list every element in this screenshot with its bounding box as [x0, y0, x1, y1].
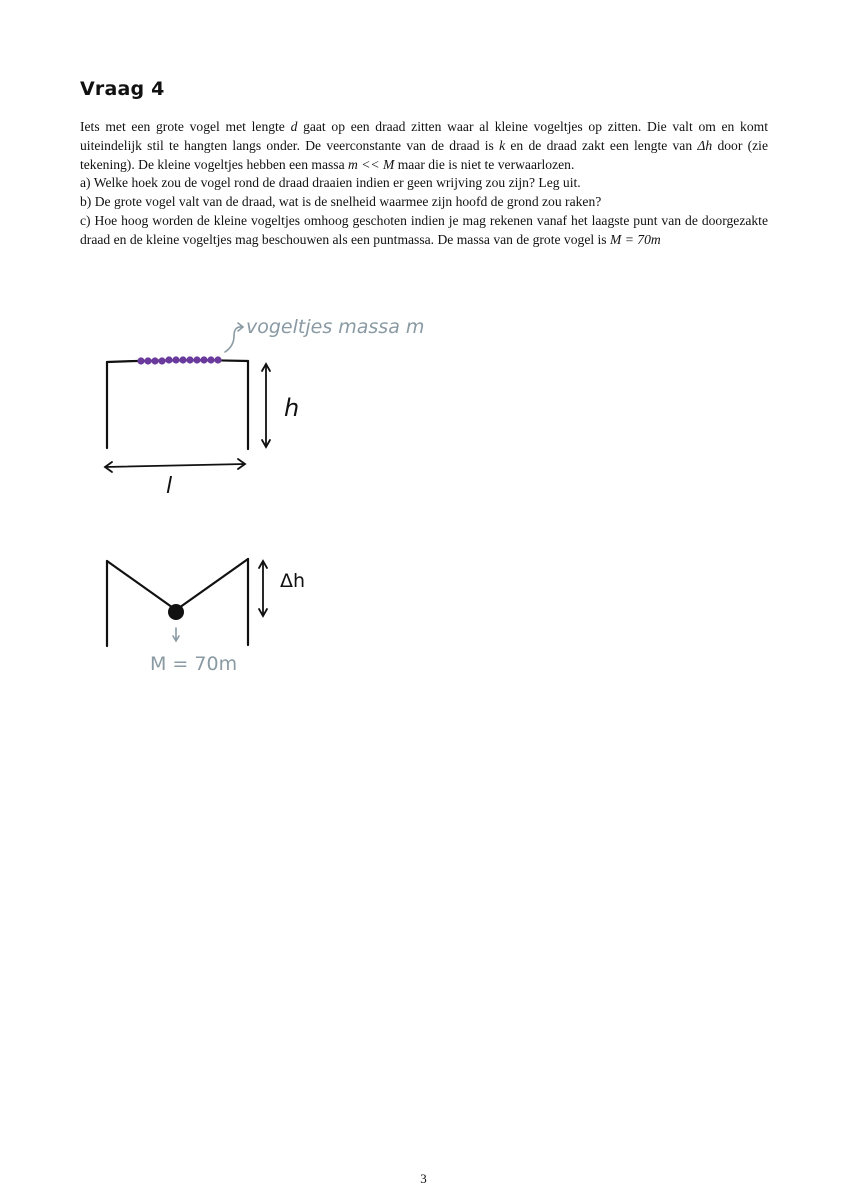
- var-delta-h: Δh: [697, 137, 713, 153]
- birds-annotation: vogeltjes massa m: [246, 316, 425, 338]
- intro-text-2: gaat op een draad zitten waar al kleine vogeltjes op zitten. Die valt om en komt uiteindelijk stil te hangten langs onder. De veerconstante van de draad is: [80, 119, 768, 153]
- sag-arrow-icon: [259, 561, 267, 616]
- var-mass-relation: m << M: [348, 156, 395, 172]
- var-d: d: [290, 119, 298, 134]
- wire-diagram-top: [107, 360, 248, 449]
- length-arrow-icon: [105, 459, 245, 472]
- intro-text-1: Iets met een grote vogel met lengte: [80, 119, 291, 134]
- intro-text-5: maar die is niet te verwaarlozen.: [394, 156, 575, 172]
- annotation-arrow-icon: [225, 323, 243, 352]
- question-a: a) Welke hoek zou de vogel rond de draad draaien indien er geen wrijving zou zijn? Leg uit.: [80, 175, 581, 191]
- mass-label: M = 70m: [150, 653, 238, 675]
- small-birds: [138, 357, 220, 363]
- sagged-wire: [107, 559, 248, 610]
- var-k: k: [499, 137, 506, 153]
- height-label: h: [284, 394, 300, 422]
- intro-text-4: door (zie tekening). De kleine vogeltjes hebben een massa: [80, 137, 768, 172]
- question-b: b) De grote vogel valt van de draad, wat is de snelheid waarmee zijn hoofd de grond zou raken?: [80, 194, 602, 210]
- mass-arrow-icon: [173, 628, 179, 641]
- length-label: l: [166, 474, 173, 499]
- intro-text-3: en de draad zakt een lengte van: [505, 137, 698, 153]
- page-number: 3: [420, 1171, 427, 1186]
- height-arrow-icon: [262, 364, 270, 447]
- big-bird-mass: [168, 604, 184, 620]
- mass-equation: M = 70m: [610, 231, 661, 247]
- question-heading: Vraag 4: [80, 78, 165, 100]
- wire-diagram-bottom: [107, 559, 248, 646]
- question-c-text: c) Hoe hoog worden de kleine vogeltjes omhoog geschoten indien je mag rekenen vanaf het laagste punt van de doorgezakte draad en de kleine vogeltjes mag beschouwen als een puntmassa. De massa van de grote vogel is: [80, 212, 768, 247]
- sag-label: Δh: [280, 570, 306, 592]
